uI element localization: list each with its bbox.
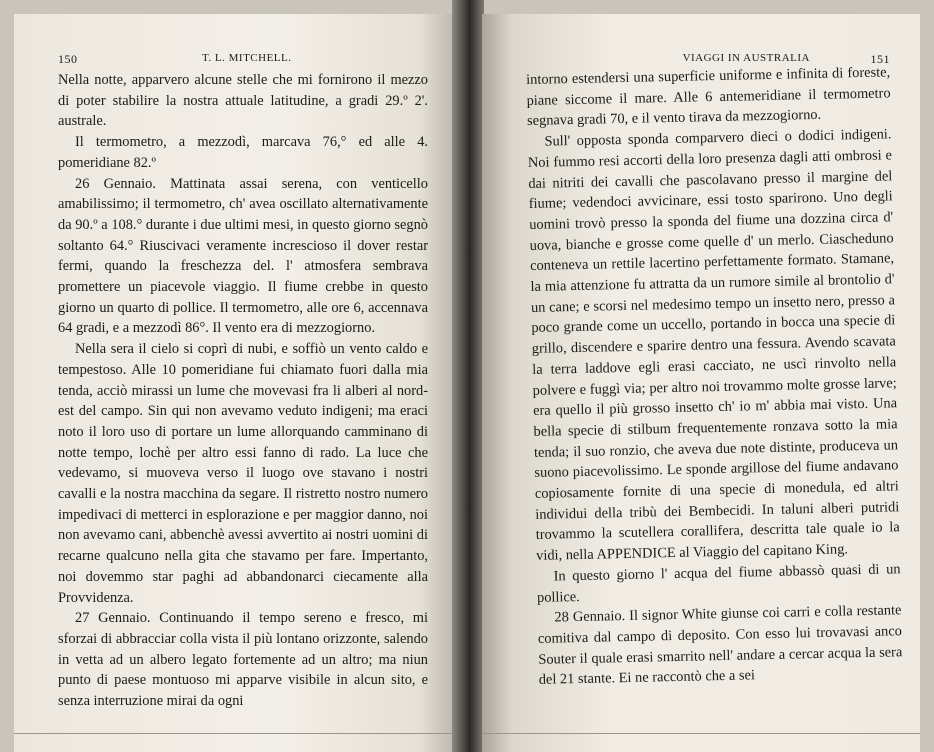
paragraph: Il termometro, a mezzodì, marcava 76,° ed alle 4. pomeridiane 82.º	[58, 134, 428, 171]
page-bottom-rule	[482, 733, 920, 734]
paragraph: Nella notte, apparvero alcune stelle che mi fornirono il mezzo di poter stabilire la nostra attuale latitudine, a gradi 29.º 2'. australe.	[58, 72, 428, 130]
paragraph: intorno estendersi una superficie uniforme e infinita di foreste, piane siccome il mare. Alle 6 antemeridiane il termometro segnava gradi 70, e il vento tirava da mezzogiorno.	[526, 64, 891, 130]
left-running-title: T. L. MITCHELL.	[202, 52, 292, 64]
left-running-head	[58, 48, 428, 70]
paragraph: Nella sera il cielo si coprì di nubi, e soffiò un vento caldo e tempestoso. Alle 10 pomeridiane fui chiamato fuori dalla mia tenda, acciò mirassi un lume che movevasi fra li alberi al nord-est del campo. Sin qui non avevamo veduto indigeni; ma eraci noto il loro uso di portare un lume allorquando camminano di notte tempo, lochè per altro essi fanno di rado. La luce che vedevamo, si muoveva verso il luogo ove stavano i nostri cavalli e la nostra macchina da segare. Il ristretto nostro numero impedivaci di metterci in esplorazione e per maggior danno, noi non avevamo cani, abbenchè avessi avvertito ai nostri uomini di recarne qualcuno nella gita che stavamo per fare. Impertanto, noi dovemmo star paghi ad abbandonarci ciecamente alla Provvidenza.	[58, 341, 428, 606]
left-body-text	[58, 70, 428, 712]
right-page-number: 151	[870, 52, 890, 66]
paragraph: Sull' opposta sponda comparvero dieci o dodici indigeni. Noi fummo resi accorti della loro presenza dagli atti ombrosi e dai nitriti dei cavalli che pascolavano presso il margine del fiume; vedendoci avvicinare, essi tosto sparirono. Uno degli uomini trovò presso la sponda del fiume una dozzina circa d' uova, bianche e grosse come quelle d' un merlo. Ciascheduno conteneva un rettile lacertino perfettamente formato. Stamane, la mia attenzione fu attratta da un rumore simile al brontolio d' un cane; e scorsi nel medesimo tempo un insetto nero, presso a poco grande come un uccello, portando in bocca una specie di grillo, discendere e sparire dentro una fessura. Avendo scavata la terra laddove egli erasi cacciato, ne uscì rinvolto nella polvere e fuggì via; per altro noi trovammo molte grosse larve; era quello il più grosso insetto ch' io m' abbia mai visto. Una bella specie di stilbum frequentemente ronzava sotto la mia tenda; il suo ronzio, che aveva due note distinte, produceva un suono piacevolissimo. Le sponde argillose del fiume andavano copiosamente fornite di una specie di monedula, ed altri individui della tribù dei Bembecidi. In taluni alberi putridi trovammo la scutellera corallifera, descritta tale quale io la vidi, nella APPENDICE al Viaggio del capitano King.	[527, 126, 900, 565]
right-page	[482, 14, 920, 752]
left-page-number: 150	[58, 52, 78, 66]
right-running-title: VIAGGI IN AUSTRALIA	[682, 52, 810, 64]
paragraph: 28 Gennaio. Il signor White giunse coi carri e colla restante comitiva dal campo di deposito. Con esso lui trovavasi anco Souter il quale erasi smarrito nell' andare a cercar acqua la sera del 21 stante. Ei ne raccontò che a sei	[537, 602, 903, 689]
paragraph: 26 Gennaio. Mattinata assai serena, con venticello amabilissimo; il termometro, ch' avea oscillato alternativamente da 90.º a 108.° durante i due ultimi mesi, in questo giorno segnò soltanto 64.° Riuscivaci veramente increscioso il dover restar fermi, quando la freschezza del. l' atmosfera sembrava promettere un piacevole viaggio. Il fiume crebbe in questo giorno un quarto di pollice. Il termometro, alle ore 6, accennava 64 gradi, e a mezzodì 86°. Il vento era di mezzogiorno.	[58, 175, 428, 337]
right-body-text	[526, 62, 903, 691]
paragraph: 27 Gennaio. Continuando il tempo sereno e fresco, mi sforzai di abbracciar colla vista il più lontano orizzonte, salendo in vetta ad un albero legato fortemente ad un altro; ma niun punto di paese montuoso mi apparve visibile in alcun sito, e senza interruzione mirai da ogni	[58, 610, 428, 710]
left-page	[14, 14, 454, 752]
paragraph: In questo giorno l' acqua del fiume abbassò quasi di un pollice.	[536, 561, 901, 606]
page-bottom-rule	[14, 733, 454, 734]
book-gutter	[452, 0, 484, 752]
